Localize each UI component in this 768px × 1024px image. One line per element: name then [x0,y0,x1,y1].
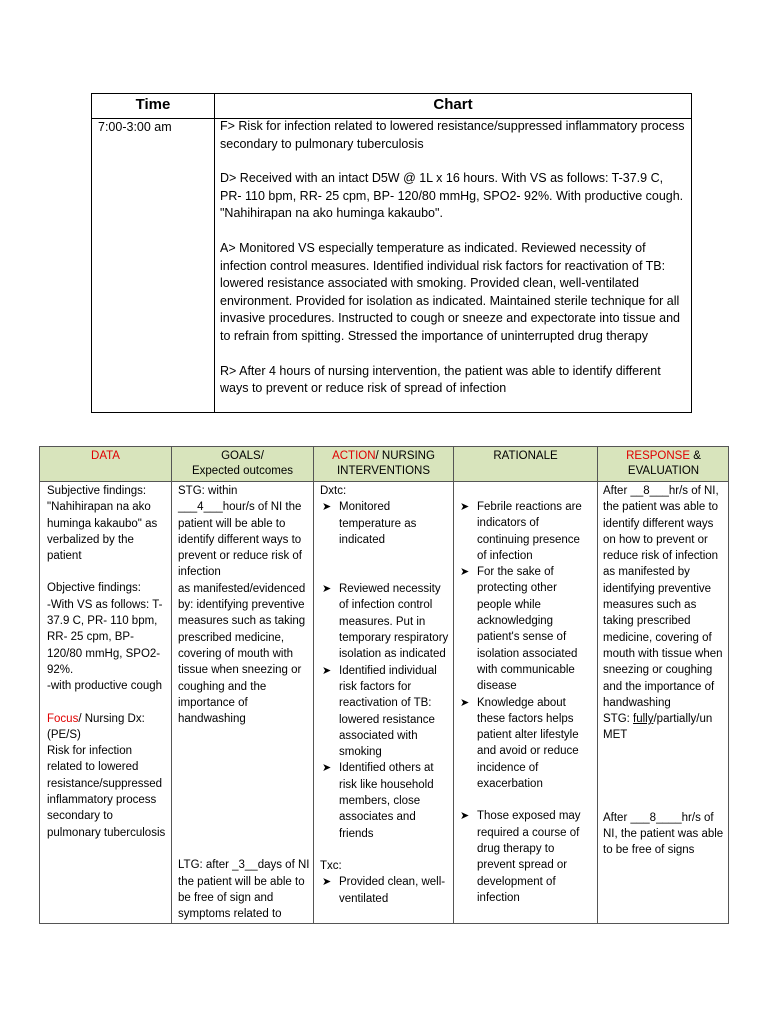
intervention-item: ➤ Identified others at risk like household members, close associates and friends [322,762,434,840]
objective-label: Objective findings: [47,582,141,595]
stg-goal: STG: within ___4___hour/s of NI the patient will be able to identify different ways to prevent or reduce risk of infection [178,485,303,579]
chart-data: D> Received with an intact D5W @ 1L x 16 hours. With VS as follows: T-37.9 C, PR- 110 bpm, RR- 25 cpm, BP- 120/80 mmHg, SPO2- 92%. With productive cough. "Nahihirapan na ako huminga kakaubo". [220,171,684,221]
focus-charting-table [91,93,692,413]
goals-cell [178,483,310,923]
arrow-bullet-icon: ➤ [322,501,332,514]
header-rationale: RATIONALE [493,450,558,462]
chart-response: R> After 4 hours of nursing intervention, the patient was able to identify different ways to prevent or reduce risk of spread of infection [220,363,661,396]
arrow-bullet-icon: ➤ [460,501,470,513]
dxtc-label: Dxtc: [320,485,347,497]
time-value: 7:00-3:00 am [98,120,172,134]
chart-focus: F> Risk for infection related to lowered resistance/suppressed inflammatory process secondary to pulmonary tuberculosis [220,119,685,151]
arrow-bullet-icon: ➤ [322,664,332,677]
rationale-item: ➤ Those exposed may required a course of drug therapy to prevent spread or development of infection [460,810,581,904]
stg-evidence: as manifested/evidenced by: identifying preventive measures such as taking prescribed medicine, covering of mouth with tissue when sneezing or coughing and the importance of handwashing [178,582,306,726]
objective-vs: -With VS as follows: T-37.9 C, PR- 110 bpm, RR- 25 cpm, BP-120/80 mmHg, SPO2-92%. [47,598,163,676]
header-data: DATA [91,450,120,462]
evaluation-ltg: After ___8____hr/s of NI, the patient was able to be free of signs [603,811,724,857]
header-action: ACTION/ NURSING INTERVENTIONS [332,450,435,477]
header-time: Time [135,96,171,113]
pes-label: (PE/S) [47,728,81,741]
arrow-bullet-icon: ➤ [460,810,470,823]
column-divider [214,94,215,412]
arrow-bullet-icon: ➤ [322,762,332,775]
arrow-bullet-icon: ➤ [322,583,332,596]
column-divider [171,447,172,923]
nursing-diagnosis: Risk for infection related to lowered resistance/suppressed inflammatory process secondary to pulmonary tuberculosis [47,745,166,839]
rationale-item: ➤ For the sake of protecting other people while acknowledging patient's sense of isolation associated with communicable disease [460,566,578,693]
focus-dx-label: Focus/ Nursing Dx: [47,712,145,725]
data-cell [47,483,169,841]
rationale-item: ➤ Knowledge about these factors helps patient alter lifestyle and avoid or reduce incidence of exacerbation [460,696,579,791]
column-divider [453,447,454,923]
ltg-goal: LTG: after _3__days of NI the patient will be able to be free of sign and symptoms related to [178,859,310,921]
intervention-item: ➤ Monitored temperature as indicated [322,501,417,546]
header-chart: Chart [433,96,473,113]
evaluation-stg: After __8___hr/s of NI, the patient was able to identify different ways on how to prevent or reduce risk of infection [603,485,719,563]
evaluation-manifest: as manifested by identifying preventive measures such as taking prescribed medicine, covering of mouth with tissue when sneezing or coughing and the importance of handwashing [603,566,723,709]
column-divider [313,447,314,923]
chart-action: A> Monitored VS especially temperature as indicated. Reviewed necessity of infection control measures. Identified individual risk factors for reactivation of TB: lowered resistance associated with smoking. Provided clean, well-ventilated environment. Provided for isolation as indicated. Maintained sterile technique for all invasive procedures. Instructed to cough or sneeze and expectorate into tissue and to refrain from spitting. Stressed the importance of uninterrupted drug therapy [220,240,681,343]
header-goals: GOALS/ Expected outcomes [191,450,293,477]
response-cell [603,483,727,859]
arrow-bullet-icon: ➤ [460,696,470,709]
objective-cough: -with productive cough [47,680,163,693]
txc-label: Txc: [320,859,342,872]
rationale-cell [458,483,592,906]
intervention-item: ➤ Provided clean, well- ventilated [322,876,446,905]
arrow-bullet-icon: ➤ [460,566,470,579]
nursing-care-plan-table [39,446,729,924]
action-cell [320,483,450,907]
chart-cell [220,118,688,398]
rationale-item: ➤ Febrile reactions are indicators of continuing presence of infection [460,501,582,562]
column-divider [597,447,598,923]
arrow-bullet-icon: ➤ [322,876,332,889]
subjective-text: "Nahihirapan na ako huminga kakaubo" as verbalized by the patient [47,501,158,563]
header-response: RESPONSE & EVALUATION [626,450,701,477]
intervention-item: ➤ Identified individual risk factors for reactivation of TB: lowered resistance associated with smoking [322,664,437,759]
subjective-label: Subjective findings: [47,485,147,497]
stg-met-status: STG: fully/partially/un MET [603,713,713,742]
intervention-item: ➤ Reviewed necessity of infection control measures. Put in temporary respiratory isolation as indicated [322,583,449,661]
